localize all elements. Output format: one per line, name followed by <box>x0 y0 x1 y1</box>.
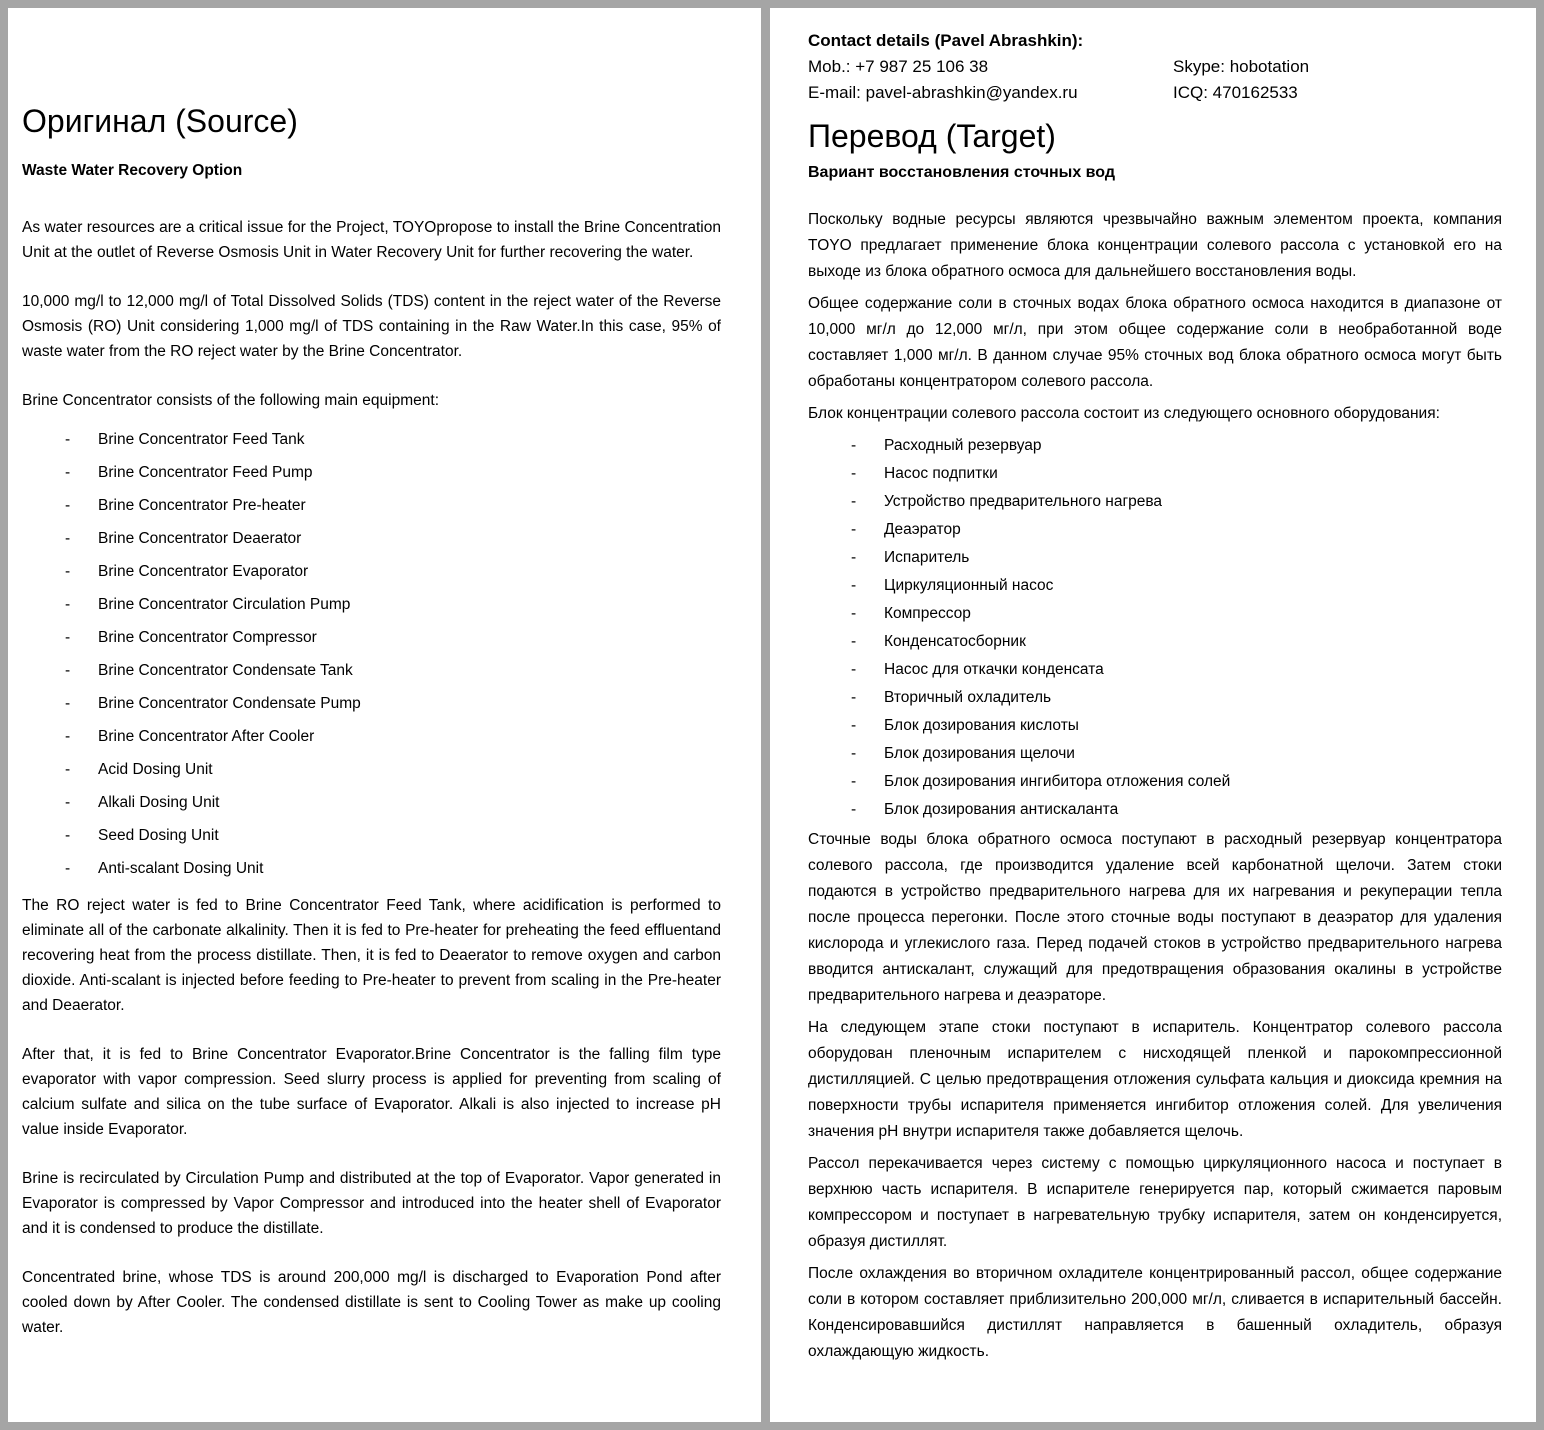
list-item <box>808 629 1502 655</box>
list-item-label: Устройство предварительного нагрева <box>884 493 1163 510</box>
dash-marker: - <box>65 530 71 547</box>
list-item <box>808 741 1502 767</box>
list-item <box>22 691 721 716</box>
list-item-label: Alkali Dosing Unit <box>98 794 220 811</box>
list-item <box>22 592 721 617</box>
target-paragraph: На следующем этапе стоки поступают в испаритель. Концентратор солевого рассола оборудован пленочным испарителем с нисходящей пленкой и парокомпрессионной дистилляцией. С целью предотвращения отложения сульфата кальция и диоксида кремния на поверхности трубы испарителя применяется ингибитор отложения солей. Для увеличения значения pH внутри испарителя также добавляется щелочь. <box>808 1019 1502 1140</box>
list-item <box>808 517 1502 543</box>
list-item <box>22 724 721 749</box>
list-item <box>22 460 721 485</box>
dash-marker: - <box>65 497 71 514</box>
source-paragraph: Concentrated brine, whose TDS is around 200,000 mg/l is discharged to Evaporation Pond after cooled down by After Cooler. The condensed distillate is sent to Cooling Tower as make up cooling water. <box>22 1269 721 1336</box>
list-item-label: Brine Concentrator Compressor <box>98 629 317 646</box>
list-item-label: Блок дозирования щелочи <box>884 745 1075 762</box>
list-item <box>22 658 721 683</box>
target-paragraph: Сточные воды блока обратного осмоса поступают в расходный резервуар концентратора солевого рассола, где производится удаление всей карбонатной щелочи. Затем стоки подаются в устройство предварительного нагрева для их нагревания и рекуперации тепла после процесса перегонки. После этого сточные воды поступают в деаэратор для удаления кислорода и углекислого газа. Перед подачей стоков в устройство предварительного нагрева вводится антискалант, служащий для предотвращения образования окалины в устройстве предварительного нагрева и деаэраторе. <box>808 831 1502 1004</box>
dash-marker: - <box>851 717 857 734</box>
list-item-label: Brine Concentrator Deaerator <box>98 530 302 547</box>
list-item <box>22 493 721 518</box>
list-item-label: Испаритель <box>884 549 970 566</box>
dash-marker: - <box>65 662 71 679</box>
list-item-label: Деаэратор <box>884 521 961 538</box>
list-item-label: Brine Concentrator Evaporator <box>98 563 309 580</box>
list-item-label: Компрессор <box>884 605 971 622</box>
dash-marker: - <box>851 801 857 818</box>
list-item-label: Brine Concentrator Pre-heater <box>98 497 306 514</box>
list-item-label: Циркуляционный насос <box>884 577 1054 594</box>
target-page <box>770 8 1536 1422</box>
dash-marker: - <box>851 745 857 762</box>
source-heading: Waste Water Recovery Option <box>22 162 243 179</box>
dash-marker: - <box>65 860 71 877</box>
contact-skype: Skype: hobotation <box>1173 57 1310 76</box>
contact-row <box>808 54 1502 80</box>
list-item <box>808 769 1502 795</box>
list-item-label: Насос для откачки конденсата <box>884 661 1104 678</box>
target-paragraph: Общее содержание соли в сточных водах блока обратного осмоса находится в диапазоне от 10,000 мг/л до 12,000 мг/л, при этом общее содержание соли в необработанной воде составляет 1,000 мг/л. В данном случае 95% сточных вод блока обратного осмоса могут быть обработаны концентратором солевого рассола. <box>808 295 1502 390</box>
target-paragraph: Поскольку водные ресурсы являются чрезвычайно важным элементом проекта, компания TOYO предлагает применение блока концентрации солевого рассола с установкой его на выходе из блока обратного осмоса для дальнейшего восстановления воды. <box>808 211 1502 280</box>
list-item <box>808 573 1502 599</box>
dash-marker: - <box>65 563 71 580</box>
list-item <box>22 427 721 452</box>
list-item-label: Seed Dosing Unit <box>98 827 219 844</box>
list-item <box>808 685 1502 711</box>
list-item-label: Блок дозирования кислоты <box>884 717 1079 734</box>
list-item <box>22 856 721 881</box>
list-item <box>808 797 1502 823</box>
list-item <box>22 625 721 650</box>
source-title: Оригинал (Source) <box>22 103 298 139</box>
dash-marker: - <box>851 605 857 622</box>
dash-marker: - <box>65 431 71 448</box>
list-item-label: Насос подпитки <box>884 465 998 482</box>
contact-mobile: Mob.: +7 987 25 106 38 <box>808 57 989 76</box>
list-item-label: Brine Concentrator After Cooler <box>98 728 315 745</box>
target-paragraph: После охлаждения во вторичном охладителе концентрированный рассол, общее содержание соли в котором составляет приблизительно 200,000 мг/л, сливается в испарительный бассейн. Конденсировавшийся дистиллят направляется в башенный охладитель, образуя охлаждающую жидкость. <box>808 1265 1502 1360</box>
list-item <box>22 526 721 551</box>
list-item <box>22 757 721 782</box>
list-item-label: Anti-scalant Dosing Unit <box>98 860 264 877</box>
list-item-label: Вторичный охладитель <box>884 689 1052 706</box>
list-item <box>808 545 1502 571</box>
list-item-label: Brine Concentrator Feed Tank <box>98 431 305 448</box>
source-equipment-list <box>22 427 721 881</box>
dash-marker: - <box>851 661 857 678</box>
dash-marker: - <box>851 689 857 706</box>
dash-marker: - <box>851 493 857 510</box>
target-list-intro: Блок концентрации солевого рассола состоит из следующего основного оборудования: <box>808 405 1440 422</box>
dash-marker: - <box>65 464 71 481</box>
list-item-label: Acid Dosing Unit <box>98 761 213 778</box>
dash-marker: - <box>851 549 857 566</box>
list-item-label: Brine Concentrator Feed Pump <box>98 464 313 481</box>
source-list-intro: Brine Concentrator consists of the following main equipment: <box>22 392 439 409</box>
list-item <box>808 601 1502 627</box>
list-item <box>808 461 1502 487</box>
contact-email: E-mail: pavel-abrashkin@yandex.ru <box>808 83 1078 102</box>
dash-marker: - <box>851 521 857 538</box>
list-item <box>22 790 721 815</box>
source-paragraph: Brine is recirculated by Circulation Pump and distributed at the top of Evaporator. Vapor generated in Evaporator is compressed by Vapor Compressor and introduced into the heater shell of Evaporator and it is condensed to produce the distillate. <box>22 1170 721 1237</box>
list-item <box>808 433 1502 459</box>
list-item-label: Brine Concentrator Condensate Pump <box>98 695 361 712</box>
list-item <box>808 489 1502 515</box>
source-page <box>8 8 761 1422</box>
dash-marker: - <box>65 629 71 646</box>
list-item <box>22 559 721 584</box>
dash-marker: - <box>851 577 857 594</box>
dash-marker: - <box>65 695 71 712</box>
source-paragraph: As water resources are a critical issue for the Project, TOYOpropose to install the Brine Concentration Unit at the outlet of Reverse Osmosis Unit in Water Recovery Unit for further recovering the water. <box>22 219 721 261</box>
source-paragraph: The RO reject water is fed to Brine Concentrator Feed Tank, where acidification is performed to eliminate all of the carbonate alkalinity. Then it is fed to Pre-heater for preheating the feed effluentand recovering heat from the process distillate. Then, it is fed to Deaerator to remove oxygen and carbon dioxide. Anti-scalant is injected before feeding to Pre-heater to prevent from scaling in the Pre-heater and Deaerator. <box>22 897 721 1014</box>
list-item-label: Brine Concentrator Condensate Tank <box>98 662 353 679</box>
list-item <box>808 657 1502 683</box>
dash-marker: - <box>65 728 71 745</box>
dash-marker: - <box>65 794 71 811</box>
contact-block <box>808 28 1502 106</box>
target-paragraph: Рассол перекачивается через систему с помощью циркуляционного насоса и поступает в верхнюю часть испарителя. В испарителе генерируется пар, который сжимается паровым компрессором и поступает в нагревательную трубку испарителя, затем он конденсируется, образуя дистиллят. <box>808 1155 1502 1250</box>
dash-marker: - <box>65 761 71 778</box>
contact-title: Contact details (Pavel Abrashkin): <box>808 31 1084 50</box>
contact-icq: ICQ: 470162533 <box>1173 83 1298 102</box>
list-item-label: Конденсатосборник <box>884 633 1026 650</box>
list-item-label: Блок дозирования антискаланта <box>884 801 1119 818</box>
list-item-label: Brine Concentrator Circulation Pump <box>98 596 351 613</box>
source-paragraph: 10,000 mg/l to 12,000 mg/l of Total Dissolved Solids (TDS) content in the reject water of the Reverse Osmosis (RO) Unit considering 1,000 mg/l of TDS containing in the Raw Water.In this case, 95% of waste water from the RO reject water by the Brine Concentrator. <box>22 293 721 360</box>
dash-marker: - <box>851 773 857 790</box>
target-heading: Вариант восстановления сточных вод <box>808 164 1116 181</box>
dash-marker: - <box>65 596 71 613</box>
dash-marker: - <box>851 465 857 482</box>
dash-marker: - <box>65 827 71 844</box>
list-item <box>808 713 1502 739</box>
list-item-label: Блок дозирования ингибитора отложения солей <box>884 773 1231 790</box>
dash-marker: - <box>851 437 857 454</box>
dash-marker: - <box>851 633 857 650</box>
target-title: Перевод (Target) <box>808 118 1056 154</box>
target-equipment-list <box>808 433 1502 823</box>
list-item <box>22 823 721 848</box>
contact-row <box>808 80 1502 106</box>
list-item-label: Расходный резервуар <box>884 437 1042 454</box>
source-paragraph: After that, it is fed to Brine Concentrator Evaporator.Brine Concentrator is the falling film type evaporator with vapor compression. Seed slurry process is applied for preventing from scaling of calcium sulfate and silica on the tube surface of Evaporator. Alkali is also injected to increase pH value inside Evaporator. <box>22 1046 721 1138</box>
